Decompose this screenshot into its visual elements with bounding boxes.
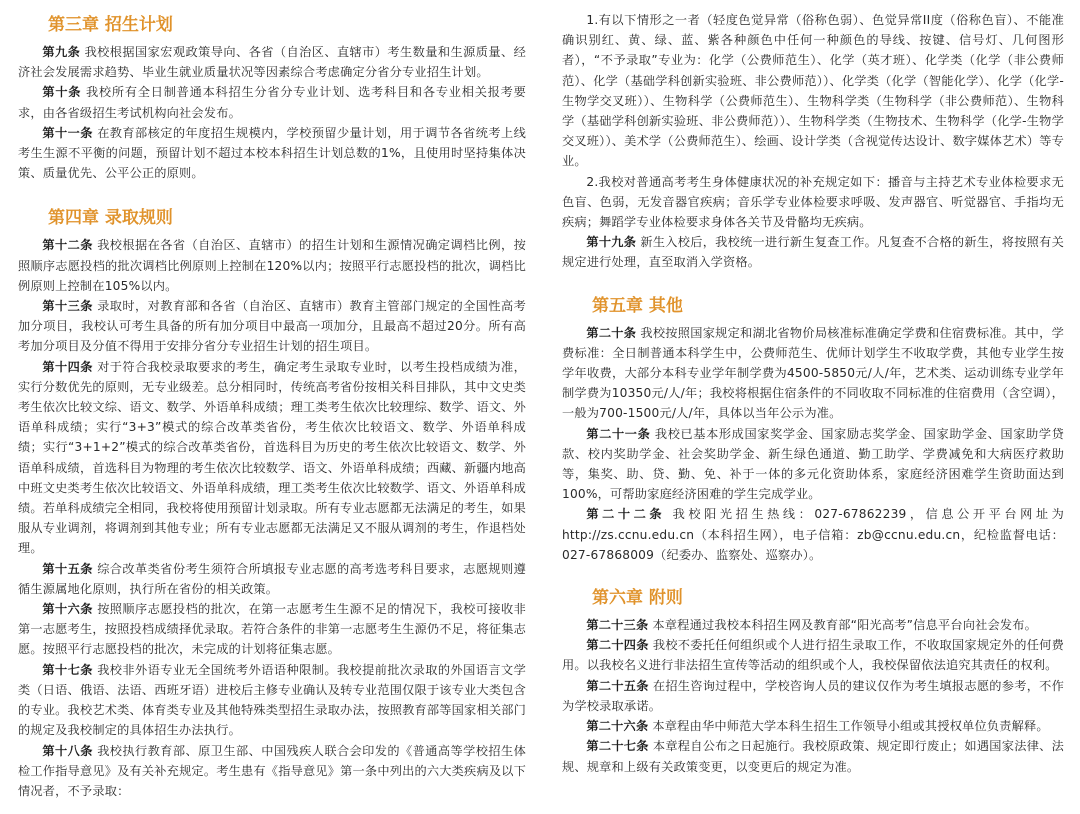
chapter-5-title: 第五章 其他 (592, 295, 683, 316)
article-23 (562, 615, 1064, 635)
article-text: 在招生咨询过程中，学校咨询人员的建议仅作为考生填报志愿的参考，不作为学校录取承诺。 (562, 678, 1065, 713)
article-13 (18, 296, 526, 357)
article-27 (562, 736, 1064, 776)
article-text: 我校执行教育部、原卫生部、中国残疾人联合会印发的《普通高等学校招生体检工作指导意见》及有关补充规定。考生患有《指导意见》第一条中列出的六大类疾病及以下情况者，不予录取： (18, 743, 526, 798)
article-label: 第九条 (42, 45, 81, 59)
article-text: 我校所有全日制普通本科招生分省分专业计划、选考科目和各专业相关报考要求，由各省级招生考试机构向社会发布。 (18, 85, 526, 120)
article-15 (18, 559, 526, 599)
article-18-item-1: 1.有以下情形之一者（轻度色觉异常（俗称色弱）、色觉异常II度（俗称色盲）、不能准确识别红、黄、绿、蓝、紫各种颜色中任何一种颜色的导线、按键、信号灯、几何图形者），“不予录取”专业为：化学（公费师范生）、化学（英才班）、化学类（化学（非公费师范）、化学（基础学科创新实验班、非公费师范））、化学类（化学（智能化学）、化学（化学-生物学交叉班））、生物科学（公费师范生）、生物科学类（生物科学（非公费师范）、生物科学（基础学科创新实验班、非公费师范））、生物科学类（生物技术、生物科学（化学-生物学交叉班））、美术学（公费师范生）、绘画、设计学类（含视觉传达设计、数字媒体艺术）等专业。 (562, 13, 1064, 169)
article-19 (562, 232, 1064, 272)
article-label: 第二十六条 (586, 719, 649, 734)
article-text: 对于符合我校录取要求的考生，确定考生录取专业时，以考生投档成绩为准，实行分数优先的原则，无专业级差。总分相同时，传统高考省份按相关科目排队，其中文史类考生依次比较文综、语文、数学、外语单科成绩；理工类考生依次比较理综、数学、语文、外语单科成绩；实行“3+3”模式的综合改革类省份，考生依次比较语文、数学、外语单科成绩；实行“3+1+2”模式的综合改革类省份，首选科目为历史的考生依次比较语文、数学、外语单科成绩，首选科目为物理的考生依次比较数学、语文、外语单科成绩；西藏、新疆内地高中班文史类考生依次比较语文、外语单科成绩，理工类考生依次比较数学、语文、外语单科成绩。若单科成绩完全相同，我校将使用预留计划录取。所有专业志愿都无法满足的考生，如果服从专业调剂，将调剂到其他专业；所有专业志愿都无法满足又不服从调剂的考生，作退档处理。 (18, 359, 526, 556)
article-label: 第十条 (42, 85, 82, 100)
article-text: 我校已基本形成国家奖学金、国家励志奖学金、国家助学金、国家助学贷款、校内奖助学金、社会奖助学金、新生绿色通道、勤工助学、学费减免和大病医疗救助等，集奖、助、贷、勤、免、补于一体的多元化资助体系，家庭经济困难学生资助面达到100%，可帮助家庭经济困难的学生完成学业。 (562, 426, 1065, 502)
article-20 (562, 323, 1064, 424)
article-text: 我校非外语专业无全国统考外语语种限制。我校提前批次录取的外国语言文学类（日语、俄语、法语、西班牙语）进校后主修专业确认及转专业范围仅限于该专业大类包含的专业。我校艺术类、体育类专业及其他特殊类型招生录取办法，按照教育部等国家相关部门的规定及我校制定的具体招生办法执行。 (18, 662, 526, 738)
left-column (18, 0, 526, 801)
article-label: 第十九条 (586, 235, 637, 250)
article-text: 在教育部核定的年度招生规模内，学校预留少量计划，用于调节各省统考上线考生生源不平衡的问题，预留计划不超过本校本科招生计划总数的1%，且使用时坚持集体决策、质量优先、公平公正的原则。 (18, 125, 526, 181)
article-label: 第十一条 (42, 125, 93, 140)
article-26 (562, 716, 1064, 736)
article-label: 第二十三条 (586, 618, 649, 633)
article-9 (18, 42, 526, 82)
article-25 (562, 676, 1064, 716)
chapter-4-title: 第四章 录取规则 (48, 208, 173, 229)
article-label: 第二十条 (586, 325, 637, 340)
article-17 (18, 660, 526, 741)
article-text: 按照顺序志愿投档的批次，在第一志愿考生生源不足的情况下，我校可接收非第一志愿考生，按照投档成绩择优录取。若符合条件的非第一志愿考生生源仍不足，将征集志愿。按照平行志愿投档的批次，未完成的计划将征集志愿。 (18, 602, 526, 657)
article-label: 第二十四条 (586, 638, 649, 653)
chapter-3-title: 第三章 招生计划 (48, 15, 173, 35)
article-11 (18, 123, 526, 184)
article-21 (562, 424, 1064, 505)
article-text: 我校根据国家宏观政策导向、各省（自治区、直辖市）考生数量和生源质量、经济社会发展需求趋势、毕业生就业质量状况等因素综合考虑确定分省分专业招生计划。 (18, 45, 526, 80)
article-label: 第十四条 (42, 359, 93, 374)
chapter-6-title: 第六章 附则 (592, 588, 683, 609)
article-text: 本章程由华中师范大学本科生招生工作领导小组或其授权单位负责解释。 (652, 719, 1049, 734)
article-24 (562, 635, 1064, 675)
article-text: 本章程通过我校本科招生网及教育部“阳光高考”信息平台向社会发布。 (652, 618, 1038, 633)
article-18-item-2: 2.我校对普通高考考生身体健康状况的补充规定如下：播音与主持艺术专业体检要求无色盲、色弱，无发音器官疾病；音乐学专业体检要求呼吸、发声器官、听觉器官、手指均无疾病；舞蹈学专业体检要求身体各关节及骨骼均无疾病。 (562, 174, 1064, 230)
article-16 (18, 599, 526, 660)
right-column (562, 0, 1064, 777)
article-22 (562, 504, 1064, 565)
article-label: 第十二条 (42, 238, 93, 253)
article-18 (18, 741, 526, 802)
article-text: 我校按照国家规定和湖北省物价局核准标准确定学费和住宿费标准。其中，学费标准：全日制普通本科学生中，公费师范生、优师计划学生不收取学费，其他专业学生按学年收费，大部分本科专业学年制学费为4500-5850元/人/年，艺术类、运动训练专业学年制学费为10350元/人/年；我校将根据住宿条件的不同收取不同标准的住宿费用（含空调），一般为700-1500元/人/年，具体以当年公示为准。 (562, 325, 1064, 421)
article-text: 录取时，对教育部和各省（自治区、直辖市）教育主管部门规定的全国性高考加分项目，我校认可考生具备的所有加分项目中最高一项加分，且最高不超过20分。所有高考加分项目及分值不得用于安排分省分专业招生计划的招生项目。 (18, 299, 526, 354)
article-text: 新生入校后，我校统一进行新生复查工作。凡复查不合格的新生，将按照有关规定进行处理，直至取消入学资格。 (562, 235, 1064, 270)
article-text: 我校根据在各省（自治区、直辖市）的招生计划和生源情况确定调档比例，按照顺序志愿投档的批次调档比例原则上控制在120%以内；按照平行志愿投档的批次，调档比例原则上控制在105%以内。 (18, 238, 526, 293)
article-text: 综合改革类省份考生须符合所填报专业志愿的高考选考科目要求，志愿规则遵循生源属地化原则，执行所在省份的相关政策。 (18, 561, 526, 596)
article-label: 第十七条 (42, 662, 93, 677)
article-text: 本章程自公布之日起施行。我校原政策、规定即行废止；如遇国家法律、法规、规章和上级有关政策变更，以变更后的规定为准。 (562, 739, 1065, 774)
article-text: 我校不委托任何组织或个人进行招生录取工作，不收取国家规定外的任何费用。以我校名义进行非法招生宣传等活动的组织或个人，我校保留依法追究其责任的权利。 (562, 638, 1065, 673)
article-label: 第十五条 (42, 561, 93, 576)
article-12 (18, 235, 526, 296)
article-text: 我校阳光招生热线：027-67862239，信息公开平台网址为http://zs.ccnu.edu.cn（本科招生网），电子信箱：zb@ccnu.edu.cn，纪检监督电话：027-67868009（纪委办、监察处、巡察办）。 (562, 507, 1064, 562)
article-label: 第二十五条 (586, 678, 649, 693)
article-label: 第十八条 (42, 743, 93, 758)
article-label: 第十三条 (42, 299, 93, 314)
article-label: 第二十二条 (586, 507, 666, 522)
article-label: 第二十七条 (586, 739, 649, 754)
article-10 (18, 82, 526, 122)
article-label: 第十六条 (42, 602, 93, 617)
article-14 (18, 357, 526, 559)
article-label: 第二十一条 (586, 426, 651, 441)
